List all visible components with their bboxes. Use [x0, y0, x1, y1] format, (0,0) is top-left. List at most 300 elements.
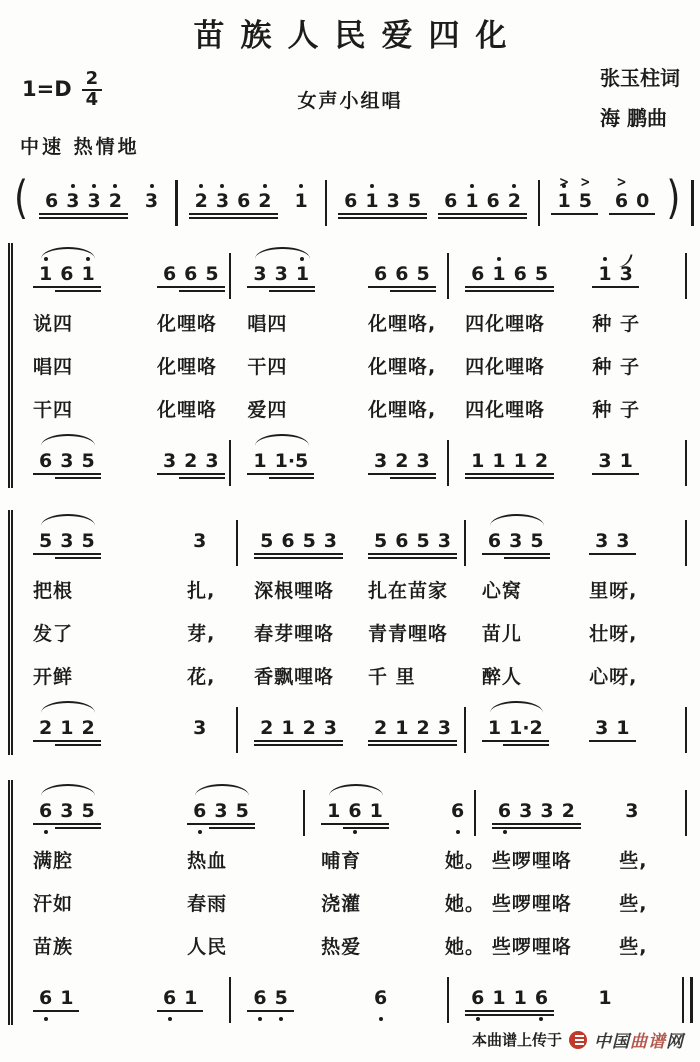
beam-underline [609, 213, 655, 215]
site-name-part3: 网 [666, 1032, 684, 1052]
note [471, 987, 484, 1009]
lyric-cell: 香飘哩咯 [254, 666, 335, 688]
note-number: 5 [260, 530, 274, 552]
beam-underline [482, 740, 549, 742]
note-number: 5 [530, 530, 544, 552]
beam-underline [157, 473, 225, 475]
note-number: 3 [274, 263, 288, 285]
note-number: 3 [193, 717, 207, 739]
note [66, 190, 79, 212]
note-number: 1·5 [274, 450, 309, 472]
note [509, 530, 522, 552]
note [81, 530, 94, 552]
measure-cell [360, 450, 457, 472]
voice-line-lower [25, 967, 695, 1025]
note [253, 450, 266, 472]
performance-note: 女声小组唱 [297, 90, 403, 112]
beam-underline [254, 553, 343, 555]
beam-underline [368, 473, 436, 475]
score-system [8, 780, 695, 1025]
note-number: 6 [614, 190, 629, 212]
measure-cell [25, 800, 179, 822]
slur-arc [255, 434, 309, 446]
note-number: 5 [81, 800, 95, 822]
note-number: 5 [81, 530, 95, 552]
lyric-cell: 干四 [247, 356, 288, 378]
note-group [609, 173, 655, 212]
barline [325, 180, 328, 226]
note-number: 6 [193, 800, 207, 822]
note [205, 450, 218, 472]
lyric-line [25, 301, 695, 344]
octave-dot-above [299, 184, 303, 188]
octave-dot-below [379, 1017, 383, 1021]
note [451, 800, 464, 822]
lyric-cell: 爱四 [247, 399, 288, 421]
lyric-cell: 她。 [445, 936, 486, 958]
note-number: 3 [60, 450, 74, 472]
lyric-line [25, 924, 695, 967]
note [616, 530, 629, 552]
intro-notation-line [14, 170, 694, 226]
lyric-cell: 扎在苗家 [367, 580, 448, 602]
note [374, 717, 387, 739]
accent-mark: > [616, 173, 627, 191]
note [60, 530, 73, 552]
beam-underline-partial [55, 827, 101, 829]
note [39, 450, 52, 472]
note-number: 6 [471, 987, 485, 1009]
note-number: 6 [373, 987, 388, 1009]
note-number: 1 [60, 987, 74, 1009]
site-logo-icon [569, 1031, 587, 1049]
score-system [8, 243, 695, 488]
note-number: 3 [214, 800, 228, 822]
barline [691, 180, 694, 226]
note-number: 5 [416, 530, 430, 552]
beam-underline [321, 823, 389, 825]
note-number: 2 [302, 717, 316, 739]
lyric-cell: 深根哩咯 [254, 580, 335, 602]
lyric-cell: 四化哩咯 [465, 399, 546, 421]
note [258, 190, 271, 212]
octave-dot-below [44, 1017, 48, 1021]
lyric-cell: 化哩咯, [367, 356, 437, 378]
beam-underline-partial [209, 827, 255, 829]
note-number: 3 [619, 263, 633, 285]
note [416, 263, 429, 285]
beam-underline [254, 740, 343, 742]
note-number: 1 [327, 800, 341, 822]
measure-cell [360, 263, 457, 285]
octave-dot-above [497, 257, 501, 261]
note [492, 987, 505, 1009]
lyric-cell: 化哩咯, [367, 313, 437, 335]
lyric-line [25, 654, 695, 697]
note-number: 1 [281, 717, 295, 739]
beam-underline [39, 213, 128, 215]
note [81, 800, 94, 822]
note [39, 987, 52, 1009]
octave-dot-above [71, 184, 75, 188]
note [327, 800, 340, 822]
beam-underline-partial [179, 477, 225, 479]
measure-cell [149, 450, 239, 472]
note-group [368, 450, 436, 472]
beam-underline-partial [504, 557, 550, 559]
voice-line-lower [25, 697, 695, 755]
lyric-cell: 里呀, [589, 580, 638, 602]
octave-dot-above [512, 184, 516, 188]
note [39, 717, 52, 739]
beam-underline [592, 286, 638, 288]
site-name-part1: 中国 [594, 1032, 630, 1052]
note-number: 6 [348, 800, 362, 822]
note [514, 987, 527, 1009]
note [416, 450, 429, 472]
note [195, 190, 208, 212]
note-number: 5 [416, 263, 430, 285]
note-group [39, 190, 128, 212]
beam-underline-2 [492, 827, 581, 829]
measure-cell [581, 530, 695, 552]
meter-numerator: 2 [82, 70, 103, 91]
note-number: 1 [598, 263, 612, 285]
note [281, 717, 294, 739]
note [348, 800, 361, 822]
note [395, 263, 408, 285]
note [281, 530, 294, 552]
lyric-cell: 把根 [33, 580, 74, 602]
note [303, 530, 316, 552]
note [205, 263, 218, 285]
note-group [254, 717, 343, 739]
measure-cell [246, 530, 360, 552]
note-number: 5 [235, 800, 249, 822]
beam-underline [368, 553, 457, 555]
lyric-cell: 热爱 [321, 936, 362, 958]
measure-cell [313, 800, 437, 822]
measure-cell [25, 987, 149, 1009]
measure-cell [457, 450, 584, 472]
note [253, 263, 266, 285]
voice-line-upper [25, 780, 695, 838]
note [324, 717, 337, 739]
note-number: 6 [486, 190, 500, 212]
note-number: 5 [373, 530, 388, 552]
note-number: 1 [81, 263, 95, 285]
note-group [589, 717, 635, 739]
note [438, 530, 451, 552]
note [595, 717, 608, 739]
note [39, 800, 52, 822]
note-number: 6 [444, 190, 458, 212]
lyric-cell: 芽, [187, 623, 216, 645]
beam-underline-partial [55, 290, 101, 292]
slur-arc [195, 784, 249, 796]
measure-cell [149, 263, 239, 285]
note-number: 2 [258, 190, 272, 212]
note-group [368, 263, 436, 285]
note-number: 6 [534, 987, 549, 1009]
beam-underline [589, 740, 635, 742]
note [260, 717, 273, 739]
note [598, 450, 611, 472]
note [365, 190, 378, 212]
lyric-cell: 干四 [33, 399, 74, 421]
lyric-cell: 种 子 [592, 356, 641, 378]
note-group [247, 263, 315, 285]
octave-dot-below [456, 830, 460, 834]
tempo-marking: 中速 热情地 [20, 136, 140, 158]
note-number: 6 [60, 263, 74, 285]
beam-underline [157, 1010, 203, 1012]
beam-underline-2 [465, 1014, 554, 1016]
note [498, 800, 511, 822]
note-number: 6 [395, 530, 409, 552]
lyric-cell: 四化哩咯 [465, 313, 546, 335]
note [374, 530, 387, 552]
note-number: 1 [39, 263, 53, 285]
note-group [338, 190, 427, 212]
note-number: 2 [81, 717, 95, 739]
octave-dot-below [353, 830, 357, 834]
note-number: 3 [625, 800, 639, 822]
lyric-cell: 浇灌 [321, 893, 362, 915]
measure-cell [457, 987, 584, 1009]
beam-underline [33, 553, 101, 555]
beam-underline-partial [390, 290, 436, 292]
note [519, 800, 532, 822]
octave-dot-below [476, 1017, 480, 1021]
beam-underline-2 [368, 744, 457, 746]
measure-cell [360, 530, 474, 552]
note [260, 530, 273, 552]
note [253, 987, 266, 1009]
note [408, 190, 421, 212]
note [374, 263, 387, 285]
note [488, 530, 501, 552]
lyric-cell: 春芽哩咯 [254, 623, 335, 645]
note [145, 190, 158, 212]
note [184, 450, 197, 472]
note-group [368, 987, 393, 1009]
beam-underline [465, 473, 554, 475]
note-number: 6 [281, 530, 295, 552]
note-number: 1 [184, 987, 198, 1009]
beam-underline-partial [503, 744, 549, 746]
note-number: 1 [492, 450, 506, 472]
beam-underline [247, 473, 314, 475]
voice-line-upper [25, 510, 695, 568]
lyric-cell: 哺育 [321, 850, 362, 872]
octave-dot-above [113, 184, 117, 188]
measure-cell [584, 263, 695, 285]
note [193, 800, 206, 822]
octave-dot-above [199, 184, 203, 188]
note-number: 3 [215, 190, 230, 212]
slur-arc [255, 247, 309, 259]
lyric-cell: 花, [187, 666, 216, 688]
note-group [254, 530, 343, 552]
note-number: 1 [294, 190, 308, 212]
note-number: 1 [619, 450, 633, 472]
note [39, 530, 52, 552]
lyric-line [25, 881, 695, 924]
note-number: 1 [487, 717, 502, 739]
lyric-cell: 些啰哩咯 [491, 893, 572, 915]
octave-dot-below [198, 830, 202, 834]
beam-underline [33, 1010, 79, 1012]
note [535, 987, 548, 1009]
beam-underline-partial [269, 290, 315, 292]
beam-underline-2 [189, 217, 278, 219]
octave-dot-below [503, 830, 507, 834]
slur-arc [41, 434, 95, 446]
note-group [187, 530, 212, 552]
measure-cell [179, 800, 313, 822]
lyric-cell: 热血 [187, 850, 228, 872]
note-number: 1 [492, 987, 506, 1009]
lyric-line [25, 838, 695, 881]
beam-underline-2 [438, 217, 527, 219]
note-number: 6 [184, 263, 198, 285]
note [616, 717, 629, 739]
note [578, 173, 592, 212]
note-number: 6 [39, 450, 53, 472]
note-number: 2 [416, 717, 430, 739]
note-group [492, 800, 581, 822]
measure-cell [457, 263, 584, 285]
lyric-cell: 汗如 [33, 893, 74, 915]
note-group [592, 450, 638, 472]
beam-underline [465, 1010, 554, 1012]
lyric-cell: 唱四 [247, 313, 288, 335]
note [60, 717, 73, 739]
note-number: 1 [369, 800, 383, 822]
note [296, 263, 309, 285]
measure-cell [239, 987, 360, 1009]
accent-mark: > [580, 173, 591, 191]
note [184, 987, 197, 1009]
beam-underline [551, 213, 597, 215]
octave-dot-above [263, 184, 267, 188]
note [492, 263, 505, 285]
note-number: 5 [274, 987, 288, 1009]
note-group [465, 450, 554, 472]
note [514, 450, 527, 472]
beam-underline [33, 823, 101, 825]
octave-dot-above [470, 184, 474, 188]
octave-dot-below [168, 1017, 172, 1021]
octave-dot-above [150, 184, 154, 188]
song-title: 苗族人民爱四化 [193, 18, 523, 54]
note [625, 800, 638, 822]
beam-underline-2 [368, 557, 457, 559]
note-number: 2 [108, 190, 122, 212]
measure-cell [584, 987, 695, 1009]
note-number: 5 [302, 530, 316, 552]
beam-underline [492, 823, 581, 825]
note-number: 2 [534, 450, 549, 472]
note-group [482, 530, 550, 552]
note-group [321, 800, 389, 822]
measure-cell [474, 717, 581, 739]
barline [175, 180, 178, 226]
note [471, 450, 484, 472]
note-group [289, 190, 314, 212]
beam-underline [157, 286, 225, 288]
note [395, 717, 408, 739]
measure-cell [239, 263, 360, 285]
slur-arc [490, 701, 544, 713]
note-group [33, 450, 101, 472]
note-number: 6 [45, 190, 59, 212]
note [60, 800, 73, 822]
parenthesis: ) [666, 172, 681, 224]
note-number: 3 [598, 450, 612, 472]
slur-arc [41, 701, 95, 713]
lyric-cell: 种 子 [592, 313, 641, 335]
measure-cell [149, 987, 239, 1009]
site-name [594, 1027, 684, 1052]
note-number: 6 [344, 190, 358, 212]
note [492, 450, 505, 472]
note-number: 0 [636, 190, 650, 212]
lyric-cell: 春雨 [187, 893, 228, 915]
note-group [33, 263, 101, 285]
note-number: 1 [616, 717, 630, 739]
beam-underline [465, 286, 554, 288]
note [275, 263, 288, 285]
note-number: 5 [205, 263, 219, 285]
note [636, 190, 649, 212]
note-number: 3 [253, 263, 267, 285]
note-group [189, 190, 278, 212]
note-number: 6 [39, 800, 53, 822]
measure-cell [179, 530, 246, 552]
lyric-cell: 人民 [187, 936, 228, 958]
lyric-line [25, 611, 695, 654]
note-group [33, 800, 101, 822]
note [598, 263, 611, 285]
note [163, 450, 176, 472]
note-number: 3 [437, 530, 451, 552]
beam-underline-partial [269, 477, 315, 479]
voice-line-lower [25, 430, 695, 488]
note-number: 6 [373, 263, 388, 285]
note [595, 530, 608, 552]
note [87, 190, 100, 212]
beam-underline [589, 553, 635, 555]
note-group [465, 263, 554, 285]
beam-underline [189, 213, 278, 215]
note [444, 190, 457, 212]
note-number: 3 [519, 800, 533, 822]
note-number: 3 [66, 190, 80, 212]
note [163, 987, 176, 1009]
lyricist-credit: 张玉柱词 [600, 66, 680, 90]
note [184, 263, 197, 285]
octave-dot-below [258, 1017, 262, 1021]
beam-underline-partial [390, 477, 436, 479]
note-number: 2 [395, 450, 409, 472]
note-number: 6 [162, 263, 177, 285]
beam-underline [368, 740, 457, 742]
note [471, 263, 484, 285]
note [508, 190, 521, 212]
note-number: 1 [513, 450, 527, 472]
